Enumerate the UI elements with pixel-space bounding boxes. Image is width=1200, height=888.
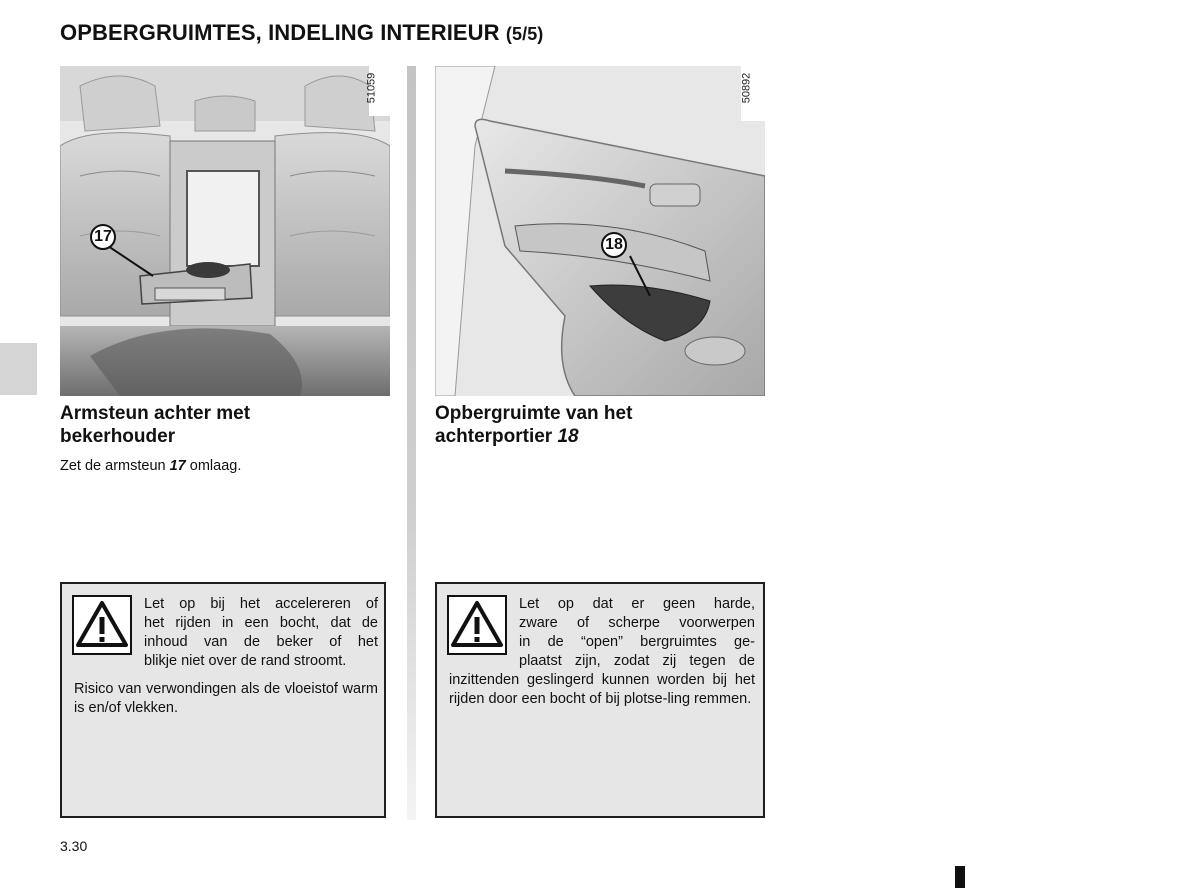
heading-ref: 18 xyxy=(557,426,579,447)
warning-line: plaatst zijn, zodat zij tegen de xyxy=(519,653,755,669)
warning-line: het rijden in een bocht, dat de xyxy=(144,615,378,631)
door-illustration xyxy=(435,66,765,396)
warning-heading xyxy=(519,595,755,671)
heading-line: Armsteun achter met xyxy=(60,403,251,424)
warning-body: Risico van verwondingen als de vloeistof warm is en/of vlekken. xyxy=(74,681,378,716)
warning-line: Let op dat er geen harde, xyxy=(519,596,755,612)
warning-box-door xyxy=(435,582,765,818)
warning-line: zware of scherpe voorwerpen xyxy=(519,615,755,631)
instruction-text: Zet de armsteun xyxy=(60,458,170,474)
section-heading-door xyxy=(435,402,632,448)
warning-line: blikje niet over de rand stroomt. xyxy=(144,653,347,669)
instruction-text: omlaag. xyxy=(185,458,242,474)
warning-line: Let op bij het accelereren of xyxy=(144,596,378,612)
chapter-tab xyxy=(0,343,37,395)
armrest-illustration xyxy=(60,66,390,396)
page-number: 3.30 xyxy=(60,838,88,854)
warning-box-armrest xyxy=(60,582,386,818)
warning-triangle-icon xyxy=(72,595,132,655)
column-divider xyxy=(407,66,416,820)
heading-line: Opbergruimte van het xyxy=(435,403,633,424)
warning-heading xyxy=(144,595,378,671)
warning-line: in de “open” bergruimtes ge- xyxy=(519,634,755,650)
heading-line xyxy=(435,425,632,448)
print-crop-mark xyxy=(955,866,965,888)
callout-17: 17 xyxy=(90,224,116,250)
heading-text: achterportier xyxy=(435,426,558,447)
heading-line: bekerhouder xyxy=(60,426,176,447)
warning-body: inzittenden geslingerd kunnen worden bij het rijden door een bocht of bij plotse-ling remmen. xyxy=(449,672,755,707)
callout-18: 18 xyxy=(601,232,627,258)
page-title xyxy=(60,20,543,46)
warning-triangle-icon xyxy=(447,595,507,655)
image-reference-code: 50892 xyxy=(740,72,753,104)
section-heading-armrest xyxy=(60,402,250,448)
armrest-instruction xyxy=(60,457,241,476)
door-drawing xyxy=(435,66,765,396)
instruction-ref: 17 xyxy=(169,458,186,474)
page-title-part: (5/5) xyxy=(505,24,544,44)
warning-line: inhoud van de beker of het xyxy=(144,634,378,650)
image-reference-code: 51059 xyxy=(365,72,378,104)
page-title-main: OPBERGRUIMTES, INDELING INTERIEUR xyxy=(60,20,500,45)
